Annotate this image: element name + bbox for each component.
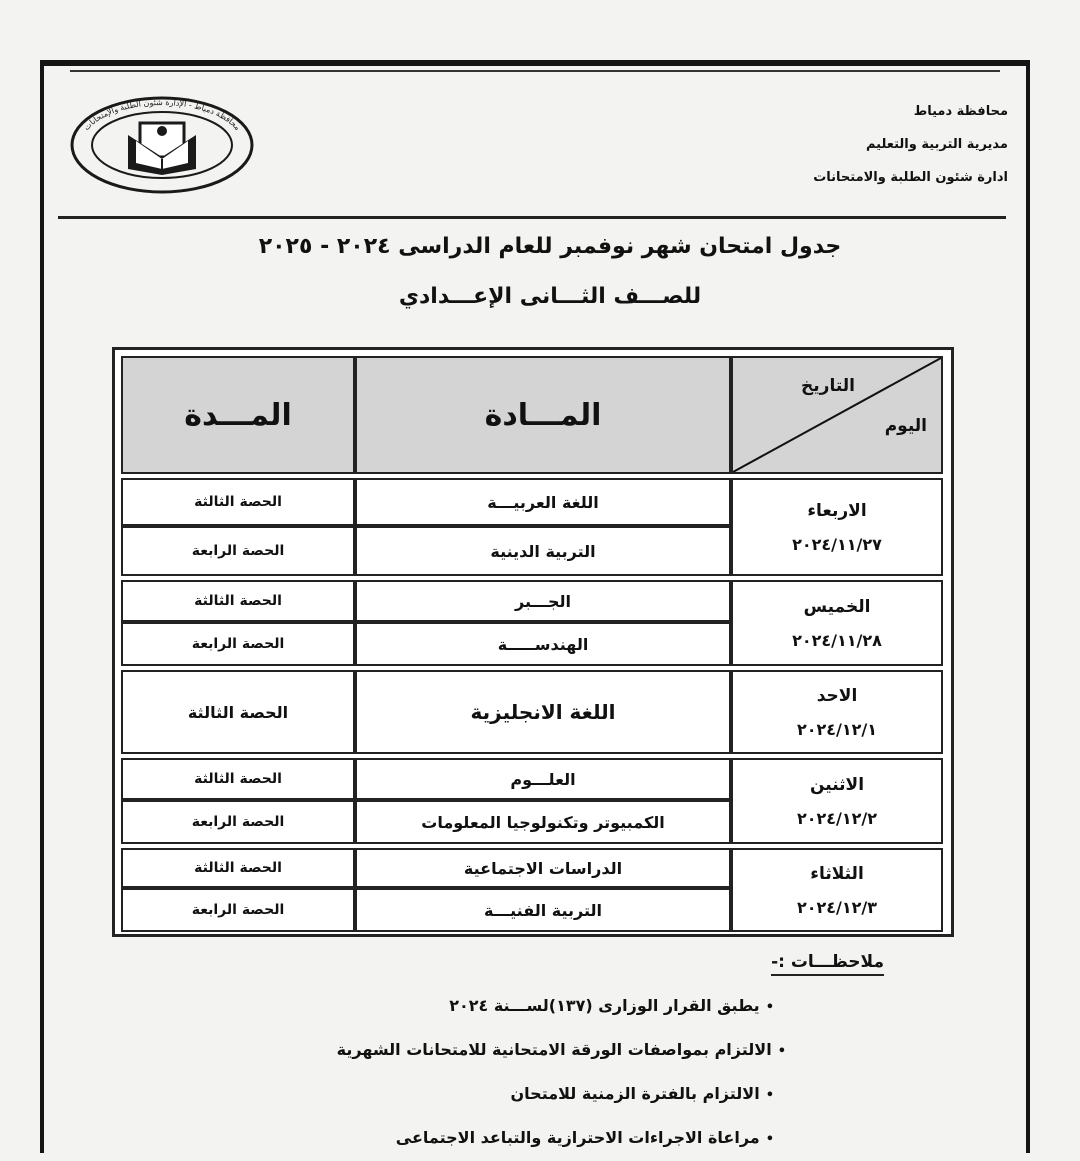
bullet-icon: • [777, 1044, 786, 1059]
day-cell-thursday [731, 580, 943, 666]
office-header [813, 95, 1008, 194]
frame-top-border [40, 60, 1030, 66]
header-divider [58, 216, 1006, 219]
schedule-title: جدول امتحان شهر نوفمبر للعام الدراسى ٢٠٢٤ - ٢٠٢٥ [258, 234, 842, 259]
note-text: الالتزام بمواصفات الورقة الامتحانية للامتحانات الشهرية [336, 1040, 772, 1059]
bullet-icon: • [765, 1088, 774, 1103]
day-date-header [731, 356, 943, 474]
day-cell-wednesday [731, 478, 943, 576]
note-text: مراعاة الاجراءات الاحترازية والتباعد الاجتماعى [395, 1128, 760, 1147]
exam-date: ٢٠٢٤/١٢/٢ [796, 808, 878, 828]
exam-date: ٢٠٢٤/١١/٢٧ [792, 534, 882, 554]
notes-title: ملاحظـــات :- [771, 952, 884, 976]
duration-cell: الحصة الرابعة [121, 622, 355, 666]
date-header-label: التاريخ [801, 376, 855, 396]
duration-cell: الحصة الثالثة [121, 758, 355, 800]
subject-cell: الدراسات الاجتماعية [355, 848, 731, 888]
bullet-icon: • [765, 1000, 774, 1015]
duration-cell: الحصة الثالثة [121, 670, 355, 754]
note-text: يطبق القرار الوزارى (١٣٧)لســـنة ٢٠٢٤ [449, 996, 760, 1015]
exam-schedule-table [112, 347, 954, 937]
subject-cell: الهندســـــة [355, 622, 731, 666]
directorate-name: مديرية التربية والتعليم [865, 137, 1008, 152]
day-header-label: اليوم [884, 416, 927, 436]
day-name: الثلاثاء [810, 863, 864, 884]
logo-ring-text: محافظة دمياط - الإدارة شئون الطلبة والإمتحانات [81, 97, 243, 133]
subject-cell: التربية الدينية [355, 526, 731, 576]
day-name: الخميس [803, 596, 871, 617]
open-book-logo-icon [70, 95, 254, 195]
duration-cell: الحصة الثالثة [121, 478, 355, 526]
duration-cell: الحصة الثالثة [121, 580, 355, 622]
frame-right-border [1026, 62, 1030, 1153]
duration-cell: الحصة الرابعة [121, 888, 355, 932]
day-cell-sunday [731, 670, 943, 754]
day-cell-tuesday [731, 848, 943, 932]
frame-left-border [40, 62, 44, 1153]
subject-cell: التربية الفنيـــة [355, 888, 731, 932]
subject-cell: الجـــبر [355, 580, 731, 622]
subject-cell: الكمبيوتر وتكنولوجيا المعلومات [355, 800, 731, 844]
duration-cell: الحصة الرابعة [121, 800, 355, 844]
exam-date: ٢٠٢٤/١١/٢٨ [792, 630, 882, 650]
duration-cell: الحصة الرابعة [121, 526, 355, 576]
subject-cell: اللغة الانجليزية [355, 670, 731, 754]
grade-title: للصـــف الثـــانى الإعـــدادي [398, 284, 702, 309]
day-cell-monday [731, 758, 943, 844]
day-name: الاحد [816, 685, 858, 706]
subject-cell: العلـــوم [355, 758, 731, 800]
department-name: ادارة شئون الطلبة والامتحانات [813, 170, 1008, 185]
note-item [337, 1117, 774, 1161]
subject-header: المـــادة [355, 356, 731, 474]
note-item [337, 1073, 774, 1117]
note-text: الالتزام بالفترة الزمنية للامتحان [510, 1084, 760, 1103]
bullet-icon: • [765, 1132, 774, 1147]
duration-cell: الحصة الثالثة [121, 848, 355, 888]
note-item [337, 1029, 786, 1073]
note-item [337, 985, 774, 1029]
day-name: الاربعاء [807, 500, 867, 521]
frame-top-inner-border [70, 70, 1000, 72]
governorate-name: محافظة دمياط [913, 104, 1008, 119]
subject-cell: اللغة العربيـــة [355, 478, 731, 526]
exam-date: ٢٠٢٤/١٢/١ [796, 719, 878, 739]
day-name: الاثنين [809, 774, 865, 795]
exam-date: ٢٠٢٤/١٢/٣ [796, 897, 878, 917]
notes-list [336, 985, 786, 1161]
duration-header: المـــدة [121, 356, 355, 474]
